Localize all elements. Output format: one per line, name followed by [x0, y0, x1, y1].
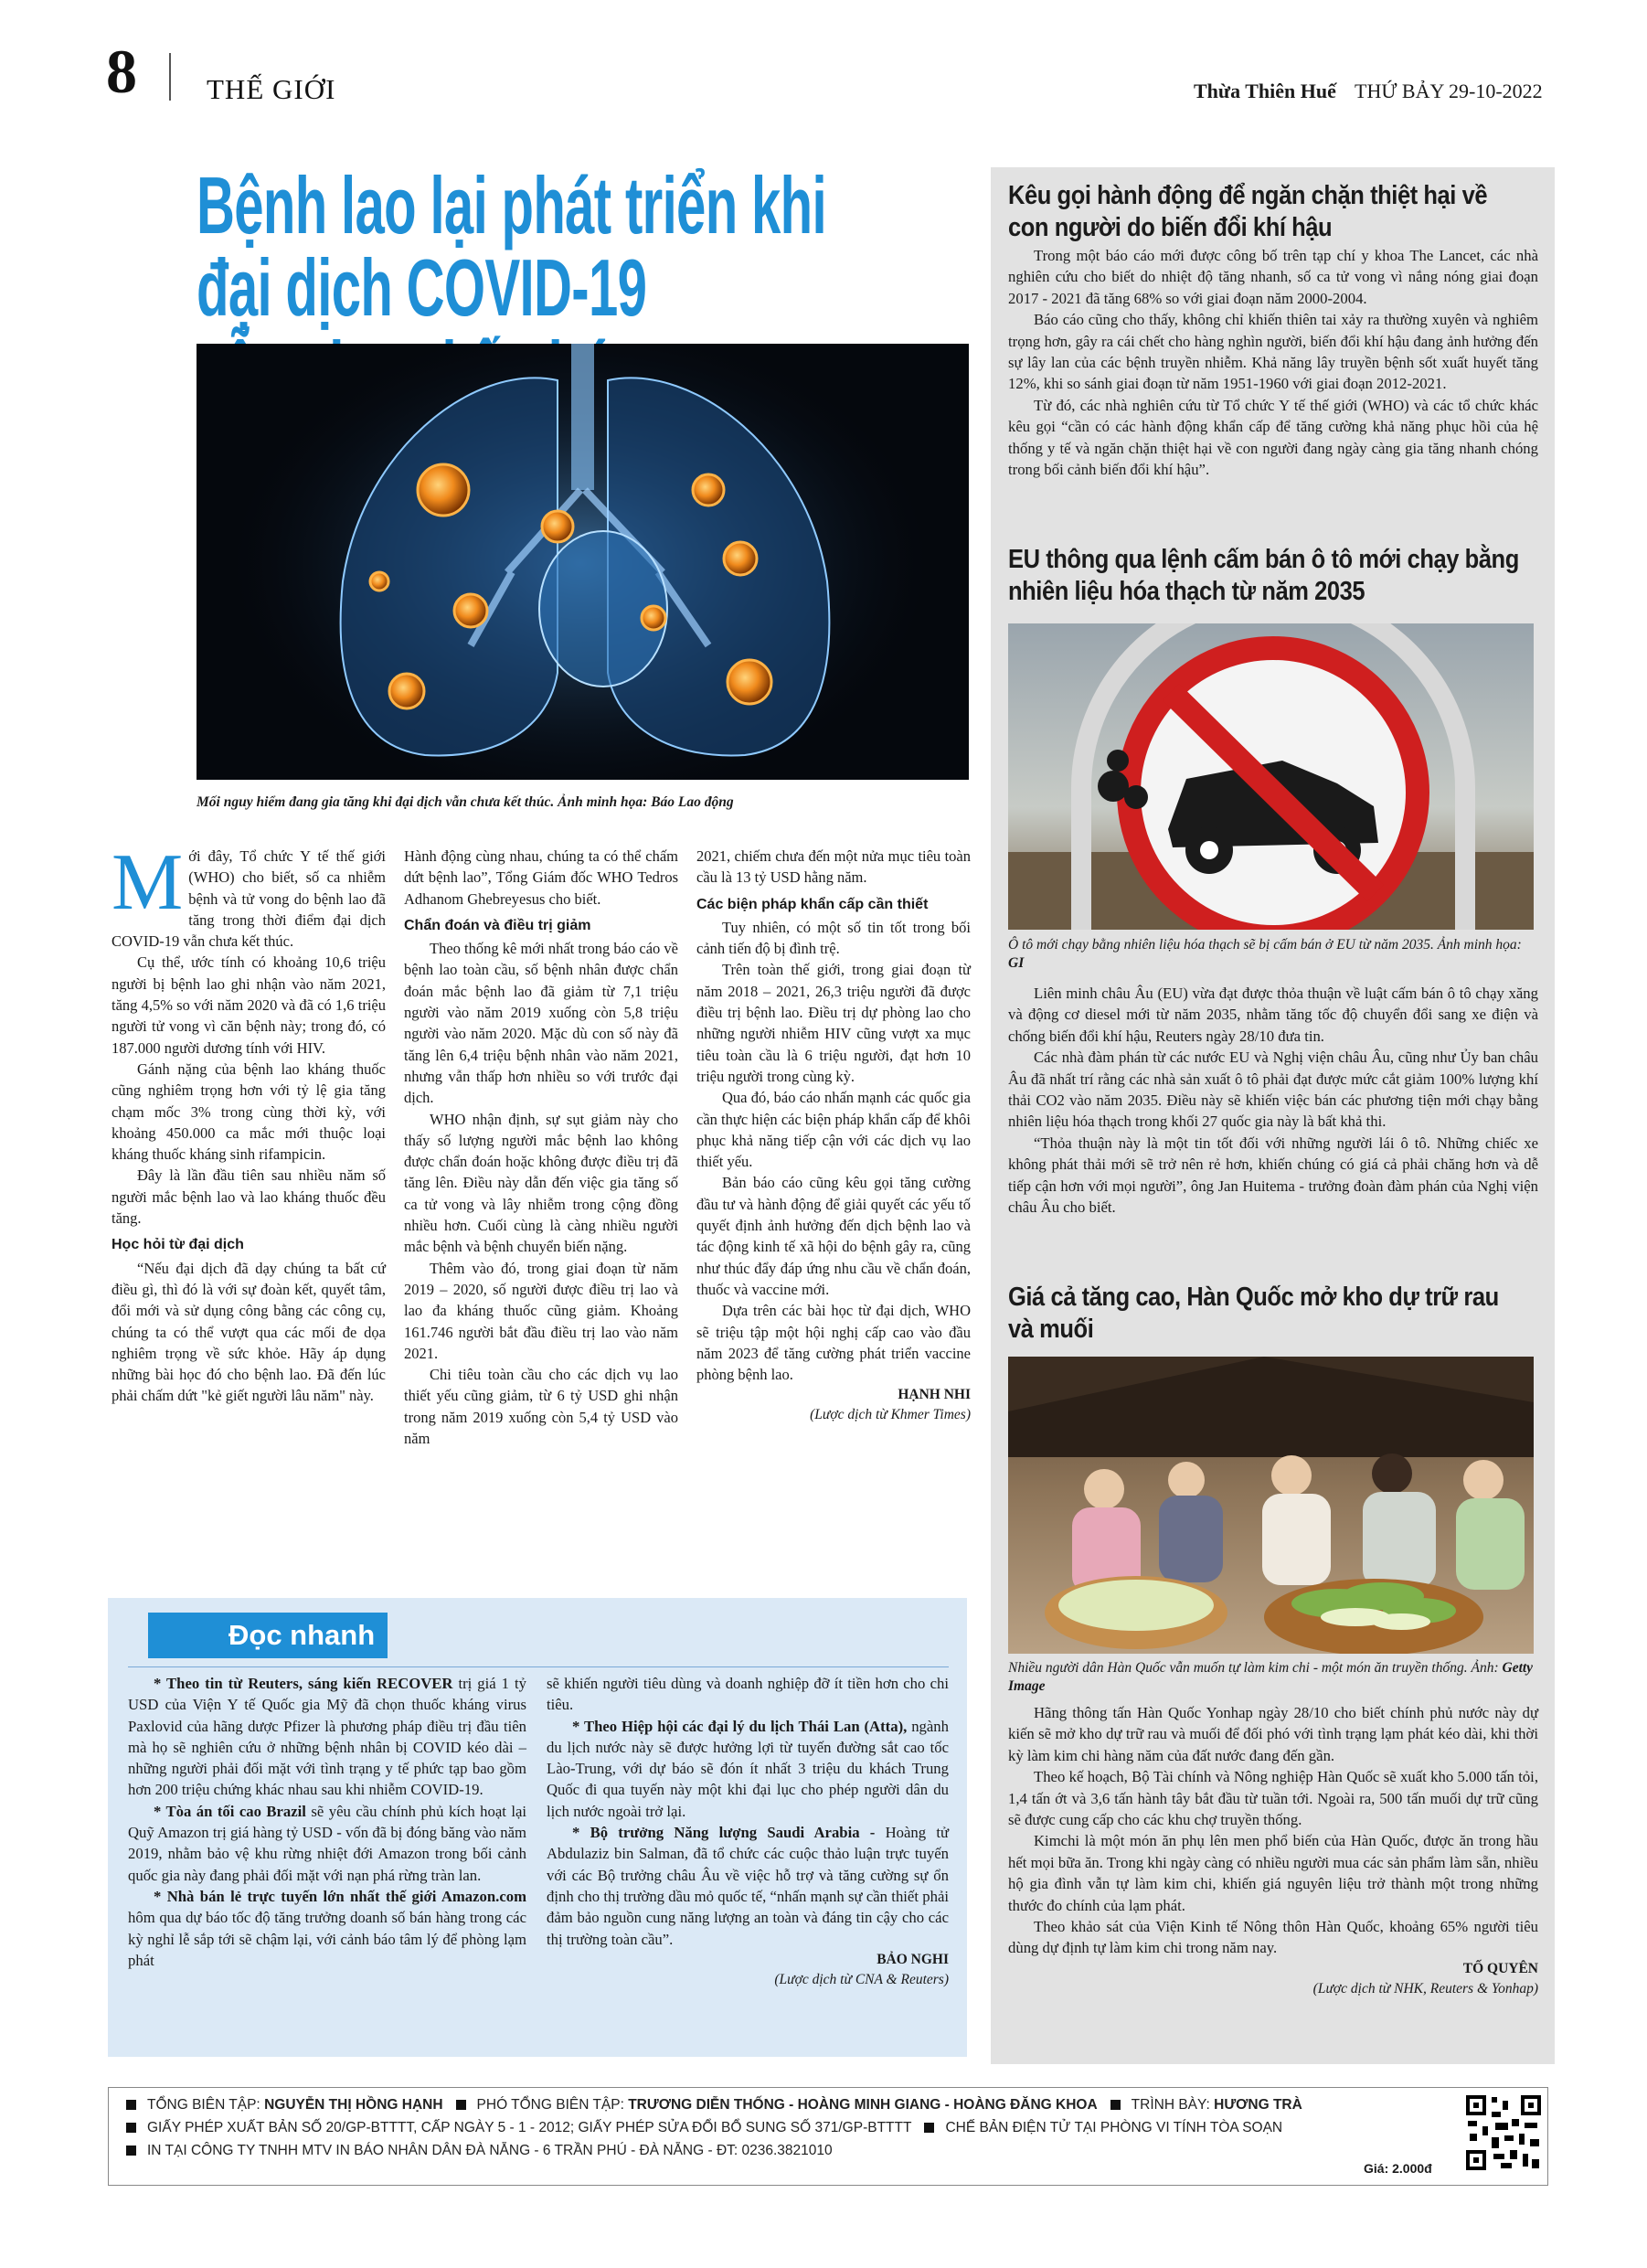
side-heading-3: Giá cả tăng cao, Hàn Quốc mở kho dự trữ rau và muối	[1008, 1283, 1499, 1344]
kimchi-photo	[1008, 1357, 1534, 1654]
article-column-2: Hành động cùng nhau, chúng ta có thể chấm dứt bệnh lao”, Tổng Giám đốc WHO Tedros Adhanom Ghebreyesus cho biết. Chẩn đoán và điều trị giảm Theo thống kê mới nhất trong báo cáo về bệnh lao toàn cầu, số bệnh nhân được chẩn đoán mắc bệnh lao đã giảm từ 7,1 triệu người vào năm 2019 xuống còn 5,8 triệu người vào năm 2020. Mặc dù con số này đã tăng lên 6,4 triệu bệnh nhân vào năm 2021, nhưng vẫn thấp hơn nhiều so với trước đại dịch. WHO nhận định, sự sụt giảm này cho thấy số lượng người mắc bệnh lao không được chẩn đoán hoặc không được điều trị đã tăng lên. Điều này dẫn đến việc gia tăng số ca tử vong và lây nhiễm trong cộng đồng nhiều hơn. Cuối cùng là càng nhiều người mắc bệnh và bệnh chuyển biến nặng. Thêm vào đó, trong giai đoạn từ năm 2019 – 2020, số người được điều trị lao và lao đa kháng thuốc cũng giảm. Khoảng 161.746 người bắt đầu điều trị lao vào năm 2021. Chi tiêu toàn cầu cho các dịch vụ lao thiết yếu cũng giảm, từ 6 tỷ USD ghi nhận trong năm 2019 xuống còn 5,4 tỷ USD vào năm	[404, 847, 678, 1448]
paper-name: Thừa Thiên Huế	[1194, 80, 1336, 102]
byline: HẠNH NHI	[898, 1387, 971, 1403]
footer-lines	[113, 2093, 1448, 2162]
side-article-3: Hãng thông tấn Hàn Quốc Yonhap ngày 28/10 cho biết chính phủ nước này dự kiến sẽ mở kho dự trữ rau và muối để đối phó với tình trạng lạm phát kéo dài, khi thời kỳ làm kim chi hàng năm của đất nước đang đến gần. Theo kế hoạch, Bộ Tài chính và Nông nghiệp Hàn Quốc sẽ xuất kho 5.000 tấn tỏi, 1,4 tấn ớt và 3,6 tấn hành tây bắt đầu từ tuần tới. Ngoài ra, 500 tấn muối dự trữ cũng sẽ được cung cấp cho các khu chợ truyền thống. Kimchi là một món ăn phụ lên men phổ biến của Hàn Quốc, được ăn trong hầu hết mọi bữa ăn. Trong khi ngày càng có nhiều người mua các sản phẩm làm sẵn, nhiều hộ gia đình vẫn tự làm kim chi, khiến giá nguyên liệu trở thành một trong những thước đo chính của lạm phát. Theo khảo sát của Viện Kinh tế Nông thôn Hàn Quốc, khoảng 65% người tiêu dùng dự định tự làm kim chi trong năm nay. TỐ QUYÊN (Lược dịch từ NHK, Reuters & Yonhap)	[1008, 1702, 1538, 1999]
quick-read-right: sẽ khiến người tiêu dùng và doanh nghiệp đỡ ít tiền hơn cho chi tiêu. * Theo Hiệp hội các đại lý du lịch Thái Lan (Atta), ngành du lịch nước này sẽ được hưởng lợi từ tuyến đường sắt cao tốc Lào-Trung, với dự báo sẽ đón ít nhất 3 triệu du khách Trung Quốc đi qua tuyến này một khi đại lục cho phép người dân du lịch nước ngoài trở lại. * Bộ trưởng Năng lượng Saudi Arabia - Hoàng tử Abdulaziz bin Salman, đã tổ chức các cuộc thảo luận trực tuyến với các Bộ trưởng châu Âu về việc hỗ trợ và tăng cường sự ổn định cho thị trường dầu mỏ quốc tế, “nhấn mạnh sự cần thiết phải đảm bảo nguồn cung năng lượng an toàn và đáng tin cậy cho các thị trường toàn cầu”. BẢO NGHI (Lược dịch từ CNA & Reuters)	[547, 1673, 949, 1990]
side-heading-2: EU thông qua lệnh cấm bán ô tô mới chạy bằng nhiên liệu hóa thạch từ năm 2035	[1008, 545, 1519, 606]
quick-read-rule	[128, 1666, 949, 1667]
byline-translation: (Lược dịch từ CNA & Reuters)	[774, 1971, 949, 1987]
subheading: Học hỏi từ đại dịch	[112, 1237, 244, 1253]
byline-translation: (Lược dịch từ NHK, Reuters & Yonhap)	[1312, 1980, 1538, 1996]
footer-row-1: TỔNG BIÊN TẬP: NGUYỄN THỊ HỒNG HẠNH PHÓ TỔNG BIÊN TẬP: TRƯƠNG DIỄN THỐNG - HOÀNG MINH GIANG - HOÀNG ĐĂNG KHOA TRÌNH BÀY: HƯƠNG TRÀ	[113, 2093, 1448, 2116]
lung-illustration	[197, 344, 969, 780]
kimchi-svg	[1008, 1357, 1534, 1654]
byline: BẢO NGHI	[877, 1951, 949, 1967]
side-article-1: Trong một báo cáo mới được công bố trên tạp chí y khoa The Lancet, các nhà nghiên cứu cho biết do nhiệt độ tăng nhanh, số ca tử vong vì nắng nóng giai đoạn 2017 - 2021 đã tăng 68% so với giai đoạn năm 2000-2004. Báo cáo cũng cho thấy, không chỉ khiến thiên tai xảy ra thường xuyên và nghiêm trọng hơn, gây ra cái chết cho hàng nghìn người, biến đổi khí hậu đang ảnh hưởng đến sự lây lan của các bệnh truyền nhiễm. Khả năng lây truyền bệnh sốt xuất huyết tăng 12%, khi so sánh giai đoạn từ năm 1951-1960 với giai đoạn 2012-2021. Từ đó, các nhà nghiên cứu từ Tổ chức Y tế thế giới (WHO) và các tổ chức khác kêu gọi “cần có các hành động khẩn cấp để tăng cường khả năng phục hồi của hệ thống y tế và ngăn chặn thiệt hại về con người đang ngày càng gia tăng nhanh chóng trong bối cảnh biến đổi khí hậu”.	[1008, 247, 1538, 479]
byline: TỐ QUYÊN	[1462, 1960, 1538, 1976]
article-title-line1: Bệnh lao lại phát triển khi đại dịch COVID-19	[197, 160, 826, 333]
footer-row-2: GIẤY PHÉP XUẤT BẢN SỐ 20/GP-BTTTT, CẤP NGÀY 5 - 1 - 2012; GIẤY PHÉP SỬA ĐỔI BỔ SUNG SỐ 371/GP-BTTTT CHẾ BẢN ĐIỆN TỬ TẠI PHÒNG VI TÍNH TÒA SOẠN	[113, 2116, 1448, 2139]
subheading: Các biện pháp khẩn cấp cần thiết	[696, 896, 929, 912]
subheading: Chẩn đoán và điều trị giảm	[404, 917, 591, 933]
qr-code	[1464, 2093, 1543, 2172]
qr-code-svg	[1464, 2093, 1543, 2172]
article-column-3: 2021, chiếm chưa đến một nửa mục tiêu toàn cầu là 13 tỷ USD hằng năm. Các biện pháp khẩn cấp cần thiết Tuy nhiên, có một số tin tốt trong bối cảnh tiến độ bị đình trệ. Trên toàn thế giới, trong giai đoạn từ năm 2018 – 2021, 26,3 triệu người đã được điều trị bệnh lao. Điều trị dự phòng lao cho những người nhiễm HIV cũng vượt xa mục tiêu toàn cầu là 6 triệu người, đạt hơn 10 triệu người trong cùng kỳ. Qua đó, báo cáo nhấn mạnh các quốc gia cần thực hiện các biện pháp khẩn cấp để khôi phục khả năng tiếp cận với các dịch vụ lao thiết yếu. Bản báo cáo cũng kêu gọi tăng cường đầu tư và hành động để giải quyết các yếu tố quyết định ảnh hưởng đến dịch bệnh lao và tác động kinh tế xã hội do bệnh gây ra, cũng như thúc đẩy đáp ứng nhu cầu về chẩn đoán, thuốc và vaccine mới. Dựa trên các bài học từ đại dịch, WHO sẽ triệu tập một hội nghị cấp cao vào đầu năm 2023 để tăng cường phát triển vaccine phòng bệnh lao. HẠNH NHI (Lược dịch từ Khmer Times)	[696, 846, 971, 1425]
footer-row-3: IN TẠI CÔNG TY TNHH MTV IN BÁO NHÂN DÂN ĐÀ NẴNG - 6 TRẦN PHÚ - ĐÀ NẴNG - ĐT: 0236.3821010	[113, 2139, 1448, 2162]
side-article-2: Liên minh châu Âu (EU) vừa đạt được thỏa thuận về luật cấm bán ô tô chạy xăng và động cơ diesel mới từ năm 2035, nhằm tăng tốc độ chuyển đổi sang xe điện và chống biến đổi khí hậu, Reuters ngày 28/10 đưa tin. Các nhà đàm phán từ các nước EU và Nghị viện châu Âu, cũng như Ủy ban châu Âu đã nhất trí rằng các nhà sản xuất ô tô phải đạt được mức cắt giảm 100% lượng khí thải CO2 vào năm 2035. Điều này sẽ khiến việc bán các phương tiện mới chạy bằng nhiên liệu hóa thạch trong khối 27 quốc gia này là bất khả thi. “Thỏa thuận này là một tin tốt đối với những người lái ô tô. Những chiếc xe không phát thải mới sẽ trở nên rẻ hơn, khiến chúng có giá cả phải chăng hơn và dễ tiếp cận hơn với mọi người”, ông Jan Huitema - trưởng đoàn đàm phán của Nghị viện châu Âu cho biết.	[1008, 985, 1538, 1217]
no-car-sign-photo	[1008, 623, 1534, 930]
lung-svg	[197, 344, 969, 780]
article-column-1: Mới đây, Tổ chức Y tế thế giới (WHO) cho biết, số ca nhiễm bệnh và tử vong do bệnh lao đã tăng trong thời điểm đại dịch COVID-19 vẫn chưa kết thúc. Cụ thể, ước tính có khoảng 10,6 triệu người bị bệnh lao ghi nhận vào năm 2021, tăng 4,5% so với năm 2020 và đã có 1,6 triệu người tử vong vì căn bệnh này; trong đó, có 187.000 người dương tính với HIV. Gánh nặng của bệnh lao kháng thuốc cũng nghiêm trọng hơn với tỷ lệ gia tăng chạm mốc 3% trong cùng thời kỳ, với khoảng 450.000 ca mắc mới thuộc loại kháng thuốc kháng sinh rifampicin. Đây là lần đầu tiên sau nhiều năm số người mắc bệnh lao và lao kháng thuốc đều tăng. Học hỏi từ đại dịch “Nếu đại dịch đã dạy chúng ta bất cứ điều gì, thì đó là với sự đoàn kết, quyết tâm, đổi mới và sử dụng công bằng các công cụ, chúng ta có thể vượt qua các mối đe dọa nghiêm trọng về sức khỏe. Hãy áp dụng những bài học đó cho bệnh lao. Đã đến lúc phải chấm dứt "kẻ giết người lâu năm" này.	[112, 838, 386, 1405]
side-caption-3: Nhiều người dân Hàn Quốc vẫn muốn tự làm kim chi - một món ăn truyền thống. Ảnh: Getty Image	[1008, 1660, 1534, 1694]
section-name: THẾ GIỚI	[207, 73, 336, 105]
lung-caption: Mối nguy hiểm đang gia tăng khi đại dịch vẫn chưa kết thúc. Ảnh minh họa: Báo Lao động	[197, 794, 734, 810]
drop-cap: M	[112, 838, 184, 927]
page-number: 8	[106, 37, 137, 106]
issue-date: THỨ BẢY 29-10-2022	[1355, 80, 1543, 102]
quick-read-left: * Theo tin từ Reuters, sáng kiến RECOVER trị giá 1 tỷ USD của Viện Y tế Quốc gia Mỹ đã chọn thuốc kháng virus Paxlovid của hãng dược Pfizer là phương pháp điều trị đầu tiên mà họ sẽ nghiên cứu ở những bệnh nhân bị COVID kéo dài – những người phải đối mặt với tình trạng y tế phức tạp bao gồm hơn 200 triệu chứng khác nhau sau khi nhiễm COVID-19. * Tòa án tối cao Brazil sẽ yêu cầu chính phủ kích hoạt lại Quỹ Amazon trị giá hàng tỷ USD - vốn đã bị đóng băng vào năm 2019, nhằm bảo vệ khu rừng nhiệt đới Amazon trong bối cảnh quốc gia này đang phải đối mặt với nạn phá rừng tràn lan. * Nhà bán lẻ trực tuyến lớn nhất thế giới Amazon.com hôm qua dự báo tốc độ tăng trưởng doanh số bán hàng trong các kỳ nghỉ lễ sắp tới sẽ chậm lại, với cảnh báo tâm lý để phòng lạm phát	[128, 1675, 527, 1969]
side-caption-2: Ô tô mới chạy bằng nhiên liệu hóa thạch sẽ bị cấm bán ở EU từ năm 2035. Ảnh minh họa: GI	[1008, 937, 1522, 971]
quick-read-title: Đọc nhanh	[148, 1613, 388, 1658]
no-car-sign-svg	[1008, 623, 1534, 930]
price: Giá: 2.000đ	[1364, 2161, 1432, 2176]
byline-translation: (Lược dịch từ Khmer Times)	[810, 1407, 971, 1423]
side-heading-1: Kêu gọi hành động để ngăn chặn thiệt hại về con người do biến đổi khí hậu	[1008, 181, 1488, 242]
header-divider	[169, 53, 171, 101]
